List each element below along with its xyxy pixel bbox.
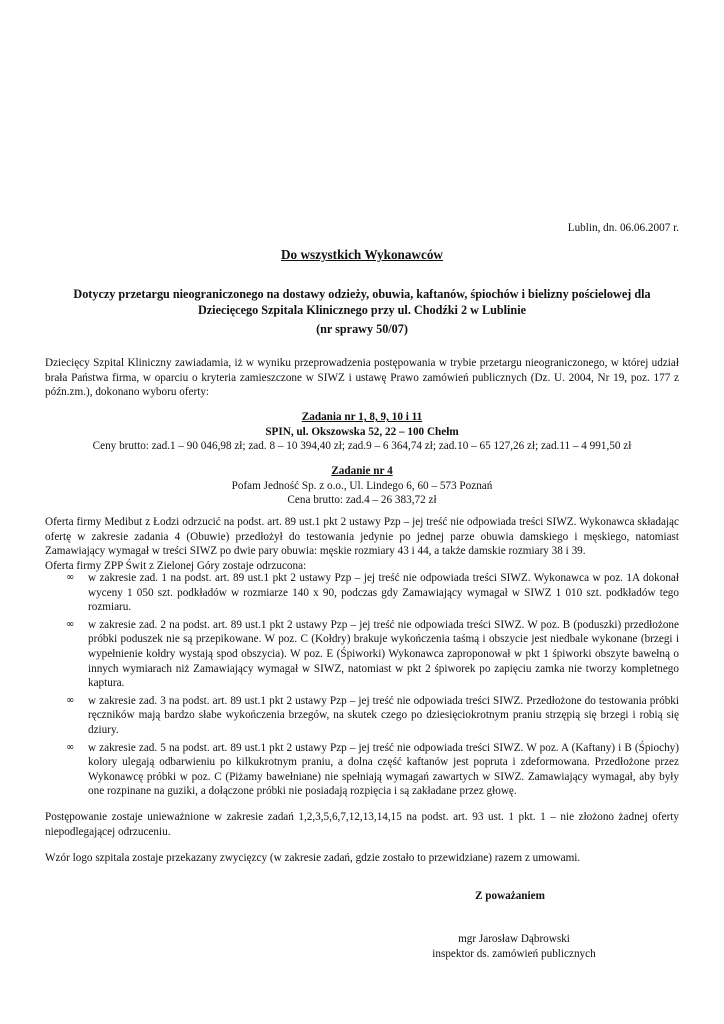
rejection-intro: Oferta firmy ZPP Świt z Zielonej Góry zostaje odrzucona: (45, 559, 307, 572)
award-firm: Pofam Jedność Sp. z o.o., Ul. Lindego 6, 60 – 573 Poznań (231, 479, 493, 492)
award-prices: Cena brutto: zad.4 – 26 383,72 zł (287, 494, 437, 507)
list-item (45, 618, 679, 691)
signer-title: inspektor ds. zamówień publicznych (432, 947, 596, 960)
date-line: Lublin, dn. 06.06.2007 r. (567, 222, 679, 234)
bullet-symbol: ∞ (66, 618, 75, 630)
signature-block (424, 932, 604, 961)
award-title: Zadania nr 1, 8, 9, 10 i 11 (301, 411, 423, 423)
list-item-text: w zakresie zad. 3 na podst. art. 89 ust.1 pkt 2 ustawy Pzp – jej treść nie odpowiada treści SIWZ. Przedłożone do testowania próbki ręczników mają bardzo słabe wykończenia brzegów, na skutek czego po dziesięciokrotnym praniu strzępią się brzegi i robią się dziury. (88, 694, 679, 736)
award-block-2 (45, 464, 679, 508)
intro-paragraph: Dziecięcy Szpital Kliniczny zawiadamia, iż w wyniku przeprowadzenia postępowania w trybie przetargu nieograniczonego, w której udział brała Państwa firma, w oparciu o kryteria zamieszczone w SIWZ i ustawę Prawo zamówień publicznych (Dz. U. 2004, Nr 19, poz. 177 z późn.zm.), dokonano wyboru oferty: (45, 357, 679, 399)
list-item-text: w zakresie zad. 5 na podst. art. 89 ust.1 pkt 2 ustawy Pzp – jej treść nie odpowiada treści SIWZ. W poz. A (Kaftany) i B (Śpiochy) kolory ulegają odbarwieniu po kilkukrotnym praniu, a dolna część kaftanów jest popruta i zdeformowana. Przedłożone przez Wykonawcę próbki w poz. C (Piżamy bawełniane) nie spełniają wymagań zawartych w SIWZ. Zamawiający wymagał, aby były one rozpinane na guziki, a dołączone próbki nie posiadają rozpięcia i są zakładane przez głowę. (88, 741, 679, 798)
list-item-text: w zakresie zad. 2 na podst. art. 89 ust.1 pkt 2 ustawy Pzp – jej treść nie odpowiada treści SIWZ. W poz. B (poduszki) przedłożone próbki poduszek nie są przepikowane. W poz. C (Kołdry) brakuje wykończenia taśmą i obszycie jest niedbale wykonane (brzegi i wypełnienie kołdry wystają spod obszycia). W poz. E (Śpiworki) Wykonawca zaproponował w pkt 1 śpiworki obszyte bawełną o innych wymiarach niż Zamawiający wymagał w SIWZ, natomiast w pkt 2 śpiworek po zapięciu zamka nie tworzy kompletnego kaptura. (88, 618, 679, 690)
document-page (45, 0, 679, 1024)
rejection-main-paragraph: Oferta firmy Medibut z Łodzi odrzucić na podst. art. 89 ust.1 pkt 2 ustawy Pzp – jej treść nie odpowiada treści SIWZ. Wykonawca składając ofertę w zakresie zadania 4 (Obuwie) przedłożył do testowania jedynie po jednej parze obuwia damskiego i męskiego, natomiast Zamawiający wymagał w treści SIWZ po dwie pary obuwia: męskie rozmiary 43 i 44, a także damskie rozmiary 38 i 39. (45, 516, 679, 558)
award-title: Zadanie nr 4 (331, 465, 393, 477)
annulment-paragraph: Postępowanie zostaje unieważnione w zakresie zadań 1,2,3,5,6,7,12,13,14,15 na podst. art. 93 ust. 1 pkt. 1 – nie złożono żadnej oferty niepodlegającej odrzuceniu. (45, 811, 679, 838)
rejection-section (45, 515, 679, 573)
bullet-symbol: ∞ (66, 741, 75, 753)
list-item (45, 694, 679, 738)
bullet-symbol: ∞ (66, 694, 75, 706)
award-block-1 (45, 410, 679, 454)
list-item (45, 571, 679, 615)
list-item (45, 741, 679, 799)
rejection-bullet-list (45, 571, 679, 802)
bullet-symbol: ∞ (66, 572, 75, 583)
case-number: (nr sprawy 50/07) (316, 322, 408, 336)
logo-note-paragraph: Wzór logo szpitala zostaje przekazany zwycięzcy (w zakresie zadań, gdzie zostało to przewidziane) razem z umowami. (45, 852, 581, 864)
award-prices: Ceny brutto: zad.1 – 90 046,98 zł; zad. 8 – 10 394,40 zł; zad.9 – 6 364,74 zł; zad.10 – 65 127,26 zł; zad.11 – 4 991,50 zł (92, 440, 632, 453)
award-firm: SPIN, ul. Okszowska 52, 22 – 100 Chełm (265, 425, 459, 438)
subject-line: Dotyczy przetargu nieograniczonego na dostawy odzieży, obuwia, kaftanów, śpiochów i bielizny pościelowej dla Dziecięcego Szpitala Klinicznego przy ul. Chodźki 2 w Lublinie (73, 287, 651, 317)
closing-salutation: Z poważaniem (475, 890, 545, 902)
addressee-heading: Do wszystkich Wykonawców (281, 247, 443, 262)
list-item-text: w zakresie zad. 1 na podst. art. 89 ust.1 pkt 2 ustawy Pzp – jej treść nie odpowiada treści SIWZ. Wykonawca w poz. 1A dokonał wyceny 1 050 szt. podkładów w rozmiarze 140 x 90, podczas gdy Zamawiający wymagał w SIWZ 1 010 szt. podkładów tego rozmiaru. (88, 572, 679, 614)
signer-name: mgr Jarosław Dąbrowski (458, 933, 570, 945)
